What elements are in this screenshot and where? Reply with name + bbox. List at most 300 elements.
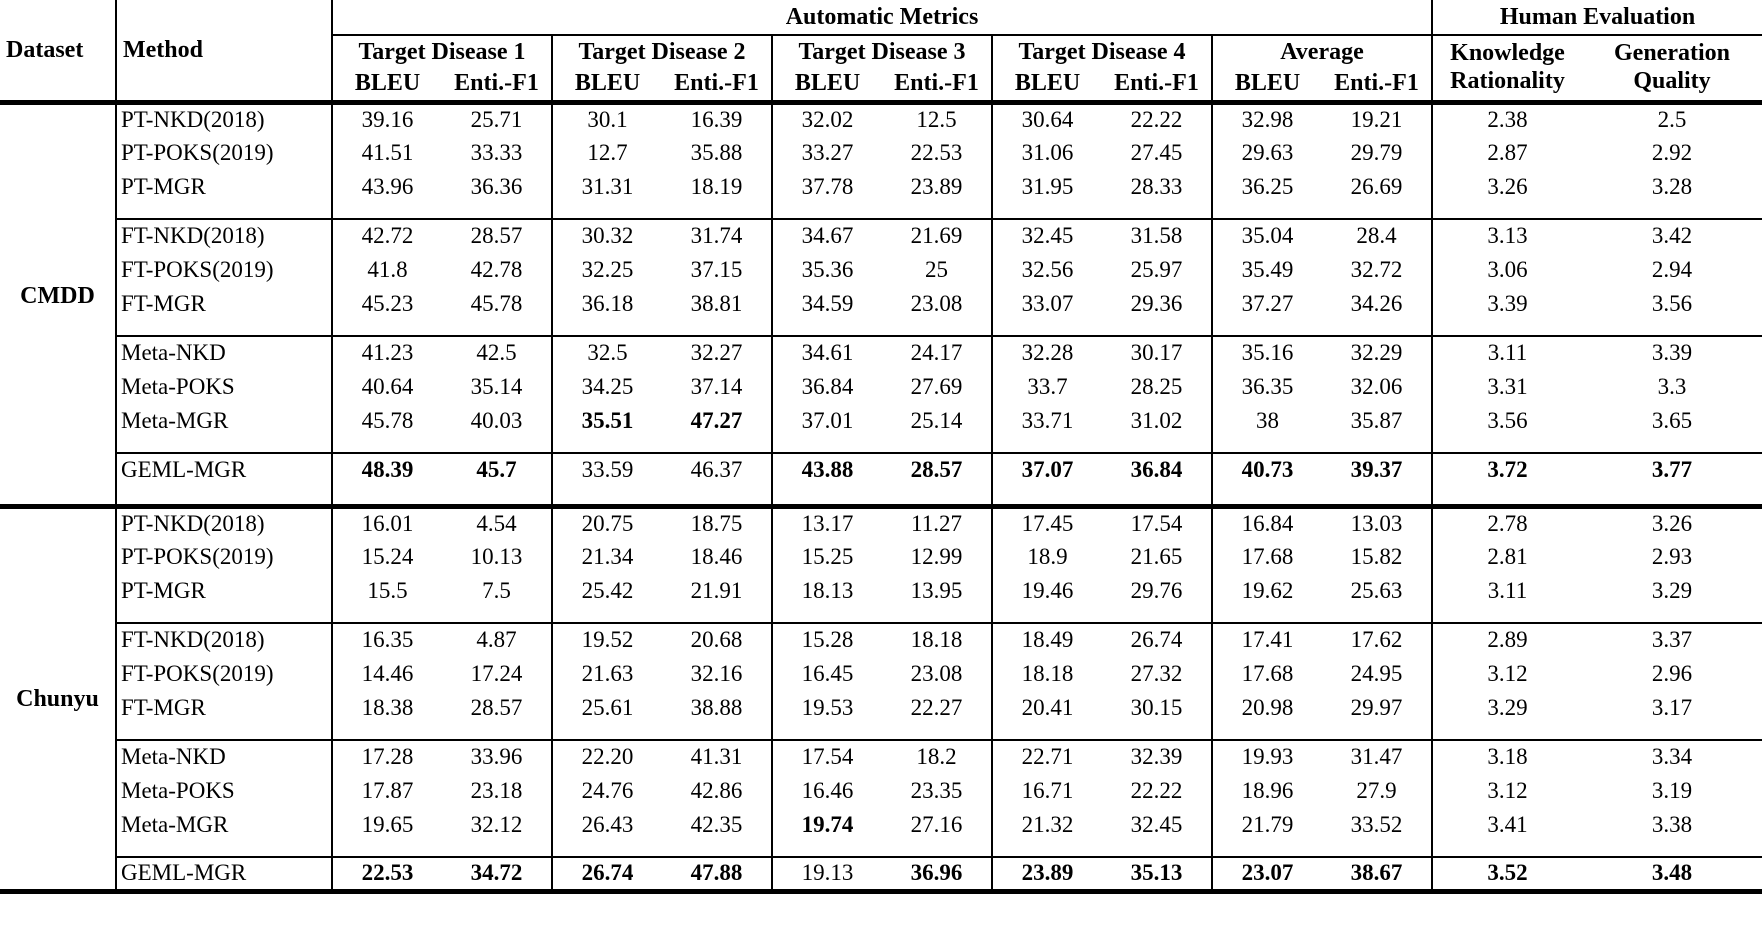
metric-cell: 17.68 — [1212, 540, 1322, 574]
separator-cell — [1322, 842, 1432, 857]
metric-cell: 17.87 — [332, 774, 442, 808]
metric-cell: 36.25 — [1212, 170, 1322, 204]
metric-cell: 23.35 — [910, 777, 963, 803]
metric-cell: 13.03 — [1350, 510, 1403, 536]
separator-cell — [1212, 204, 1322, 219]
metric-cell: 19.74 — [772, 808, 882, 842]
separator-cell — [1432, 842, 1582, 857]
metric-cell: 3.3 — [1657, 373, 1687, 399]
metric-cell: 39.37 — [1350, 457, 1403, 483]
enti-f1-subheader: Enti.-F1 — [662, 67, 772, 102]
separator-cell — [1102, 321, 1212, 336]
metric-cell: 42.78 — [470, 256, 523, 282]
method-column-header: Method — [116, 0, 332, 102]
metric-cell: 33.33 — [470, 139, 523, 165]
method-cell: Meta-NKD — [116, 740, 332, 774]
separator-cell — [332, 321, 442, 336]
metric-cell: 17.62 — [1350, 627, 1403, 653]
metric-cell: 20.75 — [552, 506, 662, 540]
metric-cell: 11.27 — [911, 510, 962, 536]
metric-cell: 36.36 — [470, 173, 523, 199]
enti-f1-subheader: Enti.-F1 — [1102, 67, 1212, 102]
metric-cell: 12.7 — [552, 136, 662, 170]
separator-cell — [772, 608, 882, 623]
metric-cell: 18.13 — [772, 574, 882, 608]
metric-cell: 35.51 — [552, 404, 662, 438]
metric-cell: 35.36 — [772, 253, 882, 287]
metric-cell: 33.71 — [992, 404, 1102, 438]
table-row — [0, 336, 1762, 370]
separator-cell — [882, 608, 992, 623]
table-row — [0, 370, 1762, 404]
metric-cell: 33.59 — [552, 453, 662, 487]
metric-cell: 22.22 — [1130, 777, 1183, 803]
method-cell: GEML-MGR — [116, 857, 332, 891]
metric-cell: 16.35 — [332, 623, 442, 657]
separator-cell — [1322, 321, 1432, 336]
bleu-subheader: BLEU — [772, 67, 882, 102]
metric-cell: 18.96 — [1212, 774, 1322, 808]
metric-cell: 17.28 — [332, 740, 442, 774]
method-cell: FT-POKS(2019) — [116, 253, 332, 287]
metric-cell: 33.27 — [772, 136, 882, 170]
metric-cell: 27.32 — [1130, 660, 1183, 686]
table-row — [0, 657, 1762, 691]
metric-cell: 3.18 — [1432, 740, 1582, 774]
metric-cell: 41.23 — [332, 336, 442, 370]
metric-cell: 16.46 — [772, 774, 882, 808]
separator-cell — [1582, 321, 1762, 336]
method-cell: PT-POKS(2019) — [116, 540, 332, 574]
separator-cell — [552, 608, 662, 623]
separator-cell — [552, 842, 662, 857]
metric-cell: 3.26 — [1432, 170, 1582, 204]
section-separator — [0, 487, 1762, 506]
metric-cell: 32.45 — [992, 219, 1102, 253]
method-cell: Meta-NKD — [116, 336, 332, 370]
metric-cell: 45.78 — [332, 404, 442, 438]
metric-cell: 19.62 — [1212, 574, 1322, 608]
metric-cell: 3.11 — [1432, 574, 1582, 608]
separator-cell — [332, 438, 442, 453]
metric-cell: 25.42 — [552, 574, 662, 608]
separator-cell — [1432, 321, 1582, 336]
metric-cell: 27.9 — [1356, 777, 1397, 803]
method-cell: PT-NKD(2018) — [116, 102, 332, 136]
metric-cell: 28.25 — [1130, 373, 1183, 399]
metric-cell: 29.79 — [1350, 139, 1403, 165]
metric-cell: 15.24 — [332, 540, 442, 574]
block-separator — [0, 321, 1762, 336]
separator-cell — [552, 725, 662, 740]
separator-cell — [662, 438, 772, 453]
metric-cell: 47.27 — [690, 407, 743, 433]
separator-cell — [1102, 438, 1212, 453]
separator-cell — [332, 608, 442, 623]
separator-cell — [992, 725, 1102, 740]
metric-cell: 18.49 — [992, 623, 1102, 657]
separator-cell — [552, 487, 662, 506]
bleu-subheader: BLEU — [992, 67, 1102, 102]
metric-cell: 17.68 — [1212, 657, 1322, 691]
metric-cell: 19.13 — [772, 857, 882, 891]
separator-cell — [332, 204, 442, 219]
metric-cell: 31.74 — [690, 223, 743, 249]
metric-cell: 32.02 — [772, 102, 882, 136]
metric-cell: 35.49 — [1212, 253, 1322, 287]
separator-cell — [772, 438, 882, 453]
metric-cell: 36.18 — [552, 287, 662, 321]
separator-cell — [992, 487, 1102, 506]
block-separator — [0, 842, 1762, 857]
separator-cell — [116, 842, 332, 857]
metric-cell: 32.72 — [1350, 256, 1403, 282]
metric-cell: 3.72 — [1432, 453, 1582, 487]
metric-cell: 31.58 — [1130, 223, 1183, 249]
metric-cell: 28.33 — [1130, 173, 1183, 199]
metric-cell: 17.45 — [992, 506, 1102, 540]
metric-cell: 16.84 — [1212, 506, 1322, 540]
method-cell: FT-NKD(2018) — [116, 219, 332, 253]
separator-cell — [1322, 725, 1432, 740]
metric-cell: 23.08 — [910, 290, 963, 316]
method-cell: FT-MGR — [116, 287, 332, 321]
separator-cell — [1432, 608, 1582, 623]
metric-cell: 3.77 — [1651, 457, 1693, 483]
metric-cell: 33.52 — [1350, 811, 1403, 837]
separator-cell — [1102, 204, 1212, 219]
separator-cell — [772, 321, 882, 336]
metric-cell: 25.63 — [1350, 577, 1403, 603]
metric-cell: 41.8 — [332, 253, 442, 287]
generation-quality-line1: Generation — [1614, 40, 1730, 67]
separator-cell — [1582, 725, 1762, 740]
metric-cell: 15.28 — [772, 623, 882, 657]
dataset-cell: Chunyu — [16, 685, 99, 712]
metric-cell: 37.07 — [992, 453, 1102, 487]
metric-cell: 37.27 — [1212, 287, 1322, 321]
separator-cell — [662, 842, 772, 857]
metric-cell: 39.16 — [332, 102, 442, 136]
metric-cell: 32.12 — [470, 811, 523, 837]
metric-cell: 29.76 — [1130, 577, 1183, 603]
metric-cell: 3.13 — [1432, 219, 1582, 253]
metric-cell: 33.7 — [992, 370, 1102, 404]
generation-quality-header — [1582, 35, 1762, 102]
metric-cell: 35.04 — [1212, 219, 1322, 253]
metric-cell: 28.57 — [470, 223, 523, 249]
metric-cell: 25.97 — [1130, 256, 1183, 282]
metric-cell: 32.06 — [1350, 373, 1403, 399]
metric-cell: 18.18 — [910, 627, 963, 653]
metric-cell: 10.13 — [470, 543, 523, 569]
enti-f1-subheader: Enti.-F1 — [1322, 67, 1432, 102]
metric-cell: 18.19 — [690, 173, 743, 199]
metric-cell: 22.20 — [552, 740, 662, 774]
metric-cell: 18.2 — [916, 744, 957, 770]
metric-cell: 32.16 — [690, 660, 743, 686]
metric-cell: 37.01 — [772, 404, 882, 438]
metric-cell: 2.94 — [1651, 256, 1693, 282]
metric-cell: 29.36 — [1130, 290, 1183, 316]
metric-cell: 23.18 — [470, 777, 523, 803]
method-cell: FT-NKD(2018) — [116, 623, 332, 657]
metric-cell: 23.89 — [992, 857, 1102, 891]
separator-cell — [882, 842, 992, 857]
table-row — [0, 808, 1762, 842]
metric-cell: 31.02 — [1130, 407, 1183, 433]
separator-cell — [116, 438, 332, 453]
metric-cell: 17.41 — [1212, 623, 1322, 657]
metric-cell: 17.24 — [470, 660, 523, 686]
metric-cell: 3.39 — [1651, 340, 1693, 366]
separator-cell — [552, 321, 662, 336]
method-cell: PT-NKD(2018) — [116, 506, 332, 540]
separator-cell — [882, 204, 992, 219]
metric-cell: 45.23 — [332, 287, 442, 321]
metric-cell: 38.88 — [690, 694, 743, 720]
metric-cell: 45.7 — [476, 457, 517, 483]
metric-cell: 3.38 — [1651, 811, 1693, 837]
metric-cell: 43.96 — [332, 170, 442, 204]
metric-cell: 3.52 — [1432, 857, 1582, 891]
metric-cell: 48.39 — [332, 453, 442, 487]
metric-cell: 19.93 — [1212, 740, 1322, 774]
separator-cell — [662, 321, 772, 336]
metric-cell: 19.53 — [772, 691, 882, 725]
metric-cell: 26.69 — [1350, 173, 1403, 199]
separator-cell — [1322, 438, 1432, 453]
metric-cell: 47.88 — [690, 859, 743, 885]
metric-cell: 19.52 — [552, 623, 662, 657]
metric-cell: 24.17 — [910, 340, 963, 366]
separator-cell — [116, 725, 332, 740]
metric-cell: 22.27 — [910, 694, 963, 720]
separator-cell — [1432, 725, 1582, 740]
metric-cell: 21.65 — [1130, 543, 1183, 569]
metric-cell: 3.37 — [1651, 627, 1693, 653]
separator-cell — [116, 204, 332, 219]
target-disease-4-header: Target Disease 4 — [992, 35, 1212, 67]
separator-cell — [442, 842, 552, 857]
metric-cell: 22.22 — [1130, 106, 1183, 132]
metric-cell: 37.14 — [690, 373, 743, 399]
metric-cell: 27.69 — [910, 373, 963, 399]
separator-cell — [1582, 608, 1762, 623]
metric-cell: 31.31 — [552, 170, 662, 204]
metric-cell: 42.72 — [332, 219, 442, 253]
method-cell: FT-MGR — [116, 691, 332, 725]
metric-cell: 3.29 — [1432, 691, 1582, 725]
metric-cell: 36.96 — [910, 859, 963, 885]
table-row — [0, 540, 1762, 574]
metric-cell: 16.45 — [772, 657, 882, 691]
metric-cell: 16.01 — [332, 506, 442, 540]
separator-cell — [662, 725, 772, 740]
separator-cell — [992, 204, 1102, 219]
separator-cell — [442, 438, 552, 453]
metric-cell: 45.78 — [470, 290, 523, 316]
metric-cell: 3.26 — [1651, 510, 1693, 536]
method-cell: GEML-MGR — [116, 453, 332, 487]
separator-cell — [116, 608, 332, 623]
metric-cell: 28.57 — [470, 694, 523, 720]
metric-cell: 3.19 — [1651, 777, 1693, 803]
metric-cell: 3.34 — [1651, 744, 1693, 770]
method-cell: PT-POKS(2019) — [116, 136, 332, 170]
metric-cell: 29.63 — [1212, 136, 1322, 170]
metric-cell: 3.11 — [1432, 336, 1582, 370]
metric-cell: 32.25 — [552, 253, 662, 287]
separator-cell — [332, 487, 442, 506]
average-header: Average — [1212, 35, 1432, 67]
separator-cell — [772, 487, 882, 506]
method-cell: PT-MGR — [116, 574, 332, 608]
separator-cell — [772, 725, 882, 740]
bleu-subheader: BLEU — [332, 67, 442, 102]
separator-cell — [992, 321, 1102, 336]
separator-cell — [332, 725, 442, 740]
metric-cell: 3.12 — [1432, 657, 1582, 691]
separator-cell — [0, 487, 116, 506]
metric-cell: 30.15 — [1130, 694, 1183, 720]
metric-cell: 22.53 — [332, 857, 442, 891]
metric-cell: 34.59 — [772, 287, 882, 321]
metric-cell: 23.08 — [910, 660, 963, 686]
metric-cell: 32.98 — [1212, 102, 1322, 136]
table-row — [0, 506, 1762, 540]
method-cell: Meta-POKS — [116, 370, 332, 404]
automatic-metrics-header: Automatic Metrics — [332, 0, 1432, 35]
separator-cell — [1212, 725, 1322, 740]
metric-cell: 28.4 — [1356, 223, 1397, 249]
metric-cell: 24.76 — [552, 774, 662, 808]
metric-cell: 3.17 — [1651, 694, 1693, 720]
metric-cell: 27.45 — [1130, 139, 1183, 165]
metric-cell: 2.96 — [1651, 660, 1693, 686]
metric-cell: 28.57 — [910, 457, 963, 483]
metric-cell: 35.87 — [1350, 407, 1403, 433]
separator-cell — [1432, 438, 1582, 453]
separator-cell — [1102, 725, 1212, 740]
metric-cell: 22.71 — [992, 740, 1102, 774]
separator-cell — [1432, 204, 1582, 219]
metric-cell: 32.45 — [1130, 811, 1183, 837]
metric-cell: 34.26 — [1350, 290, 1403, 316]
separator-cell — [992, 842, 1102, 857]
metric-cell: 3.12 — [1432, 774, 1582, 808]
metric-cell: 12.99 — [910, 543, 963, 569]
bleu-subheader: BLEU — [552, 67, 662, 102]
metric-cell: 3.41 — [1432, 808, 1582, 842]
metric-cell: 27.16 — [910, 811, 963, 837]
table-row — [0, 740, 1762, 774]
metric-cell: 35.13 — [1130, 859, 1183, 885]
metric-cell: 18.46 — [690, 543, 743, 569]
metric-cell: 4.54 — [476, 510, 517, 536]
separator-cell — [882, 438, 992, 453]
metric-cell: 36.84 — [772, 370, 882, 404]
table-row — [0, 102, 1762, 136]
table-row — [0, 219, 1762, 253]
metric-cell: 2.87 — [1432, 136, 1582, 170]
metric-cell: 31.06 — [992, 136, 1102, 170]
metric-cell: 34.67 — [772, 219, 882, 253]
metric-cell: 16.71 — [992, 774, 1102, 808]
metric-cell: 32.29 — [1350, 340, 1403, 366]
table-row — [0, 574, 1762, 608]
metric-cell: 3.31 — [1432, 370, 1582, 404]
metric-cell: 41.51 — [332, 136, 442, 170]
block-separator — [0, 725, 1762, 740]
metric-cell: 33.07 — [992, 287, 1102, 321]
metric-cell: 3.39 — [1432, 287, 1582, 321]
metric-cell: 18.9 — [992, 540, 1102, 574]
separator-cell — [332, 842, 442, 857]
dataset-column-header: Dataset — [0, 0, 116, 102]
metric-cell: 3.56 — [1651, 290, 1693, 316]
metric-cell: 3.06 — [1432, 253, 1582, 287]
target-disease-2-header: Target Disease 2 — [552, 35, 772, 67]
metric-cell: 21.91 — [690, 577, 743, 603]
metric-cell: 29.97 — [1350, 694, 1403, 720]
metric-cell: 30.64 — [992, 102, 1102, 136]
metric-cell: 23.89 — [910, 173, 963, 199]
metric-cell: 36.84 — [1130, 457, 1183, 483]
metric-cell: 32.56 — [992, 253, 1102, 287]
target-disease-1-header: Target Disease 1 — [332, 35, 552, 67]
table-row — [0, 623, 1762, 657]
metric-cell: 14.46 — [332, 657, 442, 691]
separator-cell — [1582, 842, 1762, 857]
table-row — [0, 287, 1762, 321]
metric-cell: 21.69 — [910, 223, 963, 249]
metric-cell: 15.25 — [772, 540, 882, 574]
separator-cell — [1582, 487, 1762, 506]
separator-cell — [1582, 204, 1762, 219]
metric-cell: 26.43 — [552, 808, 662, 842]
metric-cell: 40.64 — [332, 370, 442, 404]
table-row — [0, 453, 1762, 487]
table-row — [0, 136, 1762, 170]
metric-cell: 15.82 — [1350, 543, 1403, 569]
metric-cell: 21.63 — [552, 657, 662, 691]
metric-cell: 2.78 — [1432, 506, 1582, 540]
metric-cell: 19.65 — [332, 808, 442, 842]
metric-cell: 42.5 — [476, 340, 517, 366]
metric-cell: 21.34 — [552, 540, 662, 574]
block-separator — [0, 204, 1762, 219]
metric-cell: 2.81 — [1432, 540, 1582, 574]
separator-cell — [116, 487, 332, 506]
metric-cell: 40.73 — [1212, 453, 1322, 487]
metric-cell: 42.86 — [690, 777, 743, 803]
separator-cell — [552, 438, 662, 453]
separator-cell — [442, 608, 552, 623]
metric-cell: 32.5 — [552, 336, 662, 370]
metric-cell: 30.32 — [552, 219, 662, 253]
knowledge-rationality-header — [1432, 35, 1582, 102]
separator-cell — [662, 204, 772, 219]
metric-cell: 19.46 — [992, 574, 1102, 608]
metric-cell: 20.98 — [1212, 691, 1322, 725]
metric-cell: 30.1 — [552, 102, 662, 136]
knowledge-rationality-line1: Knowledge — [1450, 40, 1565, 67]
metric-cell: 3.48 — [1651, 859, 1693, 885]
metric-cell: 21.79 — [1212, 808, 1322, 842]
metric-cell: 18.75 — [690, 510, 743, 536]
metric-cell: 31.47 — [1350, 744, 1403, 770]
